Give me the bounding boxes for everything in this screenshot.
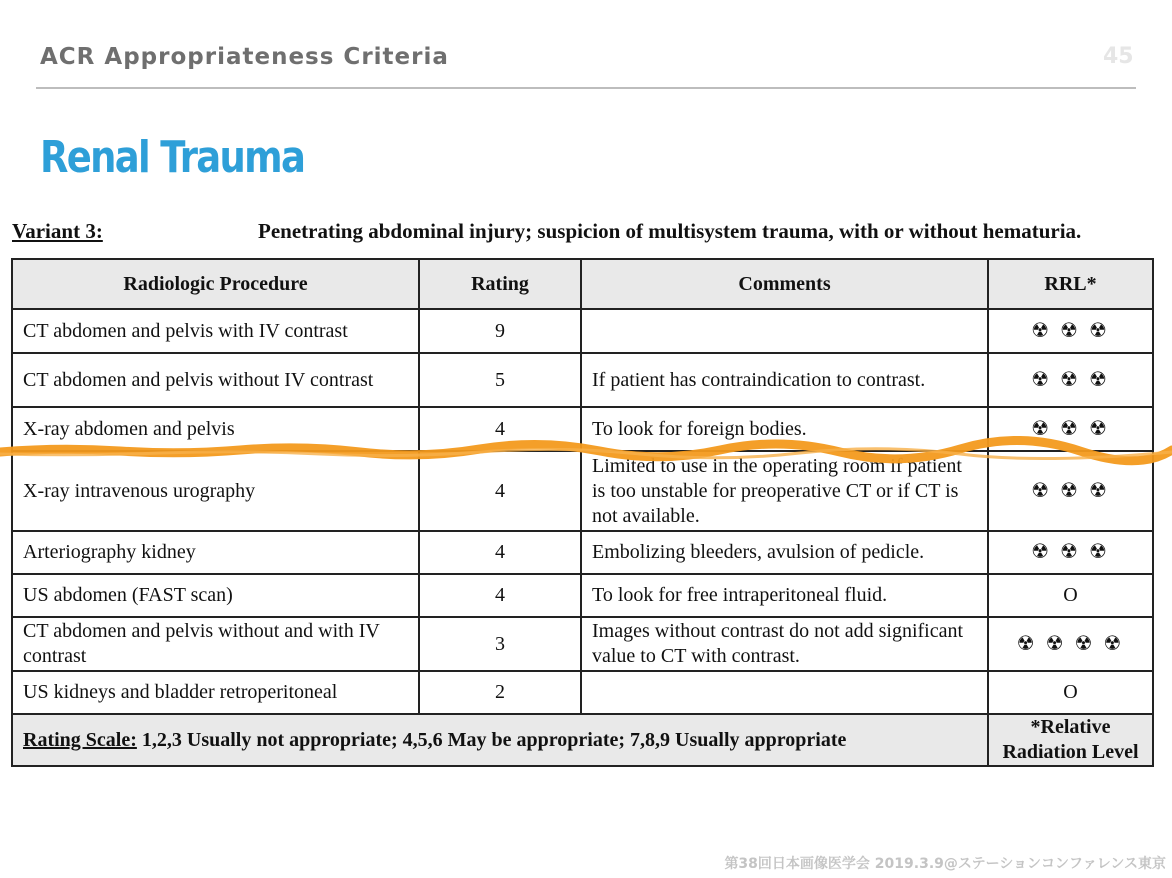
- rating-cell: 2: [419, 671, 581, 714]
- table-row: [12, 671, 1153, 714]
- comment-cell: [581, 309, 988, 353]
- column-header-comments: Comments: [581, 259, 988, 309]
- column-header-rating: Rating: [419, 259, 581, 309]
- comment-cell: To look for free intraperitoneal fluid.: [581, 574, 988, 617]
- header-title: ACR Appropriateness Criteria: [40, 44, 449, 70]
- column-header-procedure: Radiologic Procedure: [12, 259, 419, 309]
- procedure-cell: X-ray intravenous urography: [12, 451, 419, 531]
- table-row: [12, 451, 1153, 531]
- procedure-cell: X-ray abdomen and pelvis: [12, 407, 419, 451]
- procedure-cell: CT abdomen and pelvis without and with IV contrast: [12, 617, 419, 671]
- comment-cell: Embolizing bleeders, avulsion of pedicle.: [581, 531, 988, 574]
- comment-cell: To look for foreign bodies.: [581, 407, 988, 451]
- procedure-cell: US abdomen (FAST scan): [12, 574, 419, 617]
- rating-cell: 4: [419, 451, 581, 531]
- procedure-cell: Arteriography kidney: [12, 531, 419, 574]
- rating-cell: 4: [419, 574, 581, 617]
- table-row: [12, 353, 1153, 407]
- variant-label: Variant 3:: [12, 219, 103, 243]
- slide-title: Renal Trauma: [40, 132, 305, 183]
- table-row: [12, 617, 1153, 671]
- rrl-legend-line1: *Relative: [1030, 716, 1111, 738]
- rrl-radiation-icon: ☢ ☢ ☢ ☢: [988, 617, 1153, 671]
- conference-footer: 第38回日本画像医学会 2019.3.9@ステーションコンファレンス東京: [724, 856, 1166, 872]
- table-header-row: [12, 259, 1153, 309]
- rrl-radiation-icon: ☢ ☢ ☢: [988, 309, 1153, 353]
- procedure-cell: US kidneys and bladder retroperitoneal: [12, 671, 419, 714]
- rrl-legend-line2: Radiation Level: [1002, 741, 1139, 763]
- procedure-cell: CT abdomen and pelvis without IV contrast: [12, 353, 419, 407]
- rrl-radiation-icon: ☢ ☢ ☢: [988, 451, 1153, 531]
- rating-scale-label: Rating Scale:: [23, 728, 137, 751]
- rating-cell: 4: [419, 407, 581, 451]
- comment-cell: Limited to use in the operating room if patient is too unstable for preoperative CT or if CT is not available.: [581, 451, 988, 531]
- rating-cell: 4: [419, 531, 581, 574]
- rrl-radiation-icon: ☢ ☢ ☢: [988, 531, 1153, 574]
- table-row: [12, 531, 1153, 574]
- rating-cell: 5: [419, 353, 581, 407]
- table-row: [12, 574, 1153, 617]
- comment-cell: [581, 671, 988, 714]
- rrl-zero-value: O: [988, 671, 1153, 714]
- comment-cell: If patient has contraindication to contrast.: [581, 353, 988, 407]
- rrl-legend-cell: [988, 714, 1153, 766]
- rating-scale-cell: [12, 714, 988, 766]
- rating-cell: 9: [419, 309, 581, 353]
- header-divider: [36, 87, 1136, 89]
- procedure-cell: CT abdomen and pelvis with IV contrast: [12, 309, 419, 353]
- table-row: [12, 309, 1153, 353]
- column-header-rrl: RRL*: [988, 259, 1153, 309]
- rating-scale-text: 1,2,3 Usually not appropriate; 4,5,6 May be appropriate; 7,8,9 Usually appropriate: [136, 728, 847, 751]
- rating-cell: 3: [419, 617, 581, 671]
- table-row: [12, 407, 1153, 451]
- table-footer-row: [12, 714, 1153, 766]
- page-number: 45: [1103, 44, 1134, 69]
- rrl-radiation-icon: ☢ ☢ ☢: [988, 353, 1153, 407]
- criteria-table: [11, 258, 1154, 767]
- rrl-radiation-icon: ☢ ☢ ☢: [988, 407, 1153, 451]
- variant-description: Penetrating abdominal injury; suspicion of multisystem trauma, with or without hematuria.: [258, 219, 1082, 243]
- rrl-zero-value: O: [988, 574, 1153, 617]
- comment-cell: Images without contrast do not add significant value to CT with contrast.: [581, 617, 988, 671]
